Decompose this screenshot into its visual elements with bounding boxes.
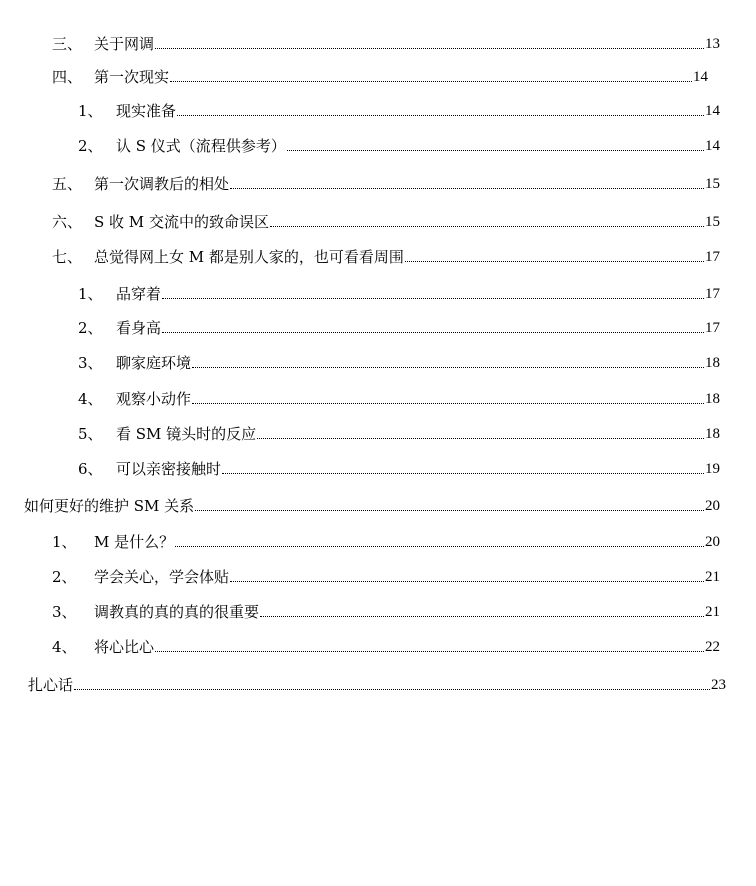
dot-leader	[405, 260, 704, 262]
toc-entry-title: 关于网调	[94, 35, 155, 53]
dot-leader	[260, 615, 704, 617]
toc-entry-number: 2、	[78, 319, 103, 337]
toc-entry[interactable]	[78, 388, 720, 410]
dot-leader	[155, 47, 704, 49]
dot-leader	[192, 366, 704, 368]
toc-entry-page: 15	[705, 176, 720, 192]
dot-leader	[170, 80, 692, 82]
toc-entry-number: 1、	[78, 285, 103, 303]
dot-leader	[230, 187, 704, 189]
toc-entry[interactable]	[52, 246, 720, 268]
toc-entry-title: 观察小动作	[116, 390, 192, 408]
toc-entry-page: 18	[705, 391, 720, 407]
toc-entry-page: 13	[705, 36, 720, 52]
dot-leader	[162, 297, 704, 299]
toc-entry-title: 品穿着	[116, 285, 162, 303]
toc-entry-page: 14	[693, 69, 708, 85]
toc-entry[interactable]	[52, 531, 720, 553]
dot-leader	[195, 509, 704, 511]
toc-entry-number: 2、	[52, 568, 77, 586]
toc-entry-title: 学会关心，学会体贴	[94, 568, 230, 586]
toc-entry-page: 21	[705, 604, 720, 620]
toc-entry-title: S 收 M 交流中的致命误区	[94, 213, 269, 231]
toc-entry-number: 3、	[52, 603, 77, 621]
dot-leader	[192, 402, 704, 404]
toc-entry-title: 认 S 仪式（流程供参考）	[116, 137, 286, 155]
toc-entry-title: 第一次调教后的相处	[94, 175, 230, 193]
dot-leader	[222, 472, 704, 474]
toc-entry-title: 聊家庭环境	[116, 354, 192, 372]
toc-entry[interactable]	[52, 33, 720, 55]
toc-entry-page: 19	[705, 461, 720, 477]
toc-entry-number: 1、	[52, 533, 77, 551]
toc-entry-number: 6、	[78, 460, 103, 478]
toc-entry[interactable]	[78, 283, 720, 305]
dot-leader	[230, 580, 704, 582]
toc-entry[interactable]	[52, 66, 708, 88]
toc-entry-title: 可以亲密接触时	[116, 460, 222, 478]
dot-leader	[257, 437, 704, 439]
toc-entry-number: 3、	[78, 354, 103, 372]
toc-entry-page: 17	[705, 286, 720, 302]
toc-entry-number: 4、	[52, 638, 77, 656]
toc-entry-number: 五、	[52, 175, 83, 193]
toc-entry-number: 4、	[78, 390, 103, 408]
toc-entry-title: 现实准备	[116, 102, 177, 120]
toc-entry-page: 21	[705, 569, 720, 585]
toc-entry[interactable]	[52, 566, 720, 588]
toc-entry-number: 1、	[78, 102, 103, 120]
toc-entry-page: 18	[705, 355, 720, 371]
toc-entry-number: 七、	[52, 248, 83, 266]
toc-entry-page: 17	[705, 320, 720, 336]
toc-entry[interactable]	[78, 100, 720, 122]
dot-leader	[270, 225, 704, 227]
toc-entry-title: 总觉得网上女 M 都是别人家的，也可看看周围	[94, 248, 404, 266]
toc-entry-title: 第一次现实	[94, 68, 170, 86]
toc-entry-page: 20	[705, 534, 720, 550]
toc-entry-page: 23	[711, 677, 726, 693]
toc-entry[interactable]	[52, 211, 720, 233]
toc-entry[interactable]	[78, 423, 720, 445]
toc-entry-title: M 是什么？	[94, 533, 175, 551]
toc-entry-title: 看 SM 镜头时的反应	[116, 425, 257, 443]
toc-entry[interactable]	[78, 458, 720, 480]
toc-entry-title: 扎心话	[28, 676, 74, 694]
dot-leader	[287, 149, 704, 151]
toc-entry-page: 15	[705, 214, 720, 230]
toc-entry[interactable]	[28, 674, 726, 696]
toc-entry-page: 22	[705, 639, 720, 655]
dot-leader	[175, 545, 704, 547]
toc-entry[interactable]	[52, 601, 720, 623]
toc-entry-number: 2、	[78, 137, 103, 155]
toc-entry-title: 看身高	[116, 319, 162, 337]
toc-entry-page: 17	[705, 249, 720, 265]
toc-entry-number: 六、	[52, 213, 83, 231]
toc-entry-number: 四、	[52, 68, 83, 86]
toc-entry-page: 18	[705, 426, 720, 442]
toc-entry-title: 如何更好的维护 SM 关系	[24, 497, 195, 515]
toc-entry-title: 调教真的真的真的很重要	[94, 603, 260, 621]
toc-entry[interactable]	[52, 173, 720, 195]
toc-entry[interactable]	[52, 636, 720, 658]
dot-leader	[155, 650, 704, 652]
dot-leader	[74, 688, 710, 690]
toc-entry[interactable]	[78, 135, 720, 157]
toc-entry[interactable]	[78, 352, 720, 374]
toc-entry-page: 14	[705, 103, 720, 119]
toc-entry[interactable]	[78, 317, 720, 339]
toc-entry[interactable]	[24, 495, 720, 517]
dot-leader	[162, 331, 704, 333]
toc-entry-number: 三、	[52, 35, 83, 53]
toc-entry-title: 将心比心	[94, 638, 155, 656]
toc-entry-page: 20	[705, 498, 720, 514]
toc-entry-page: 14	[705, 138, 720, 154]
toc-entry-number: 5、	[78, 425, 103, 443]
dot-leader	[177, 114, 704, 116]
